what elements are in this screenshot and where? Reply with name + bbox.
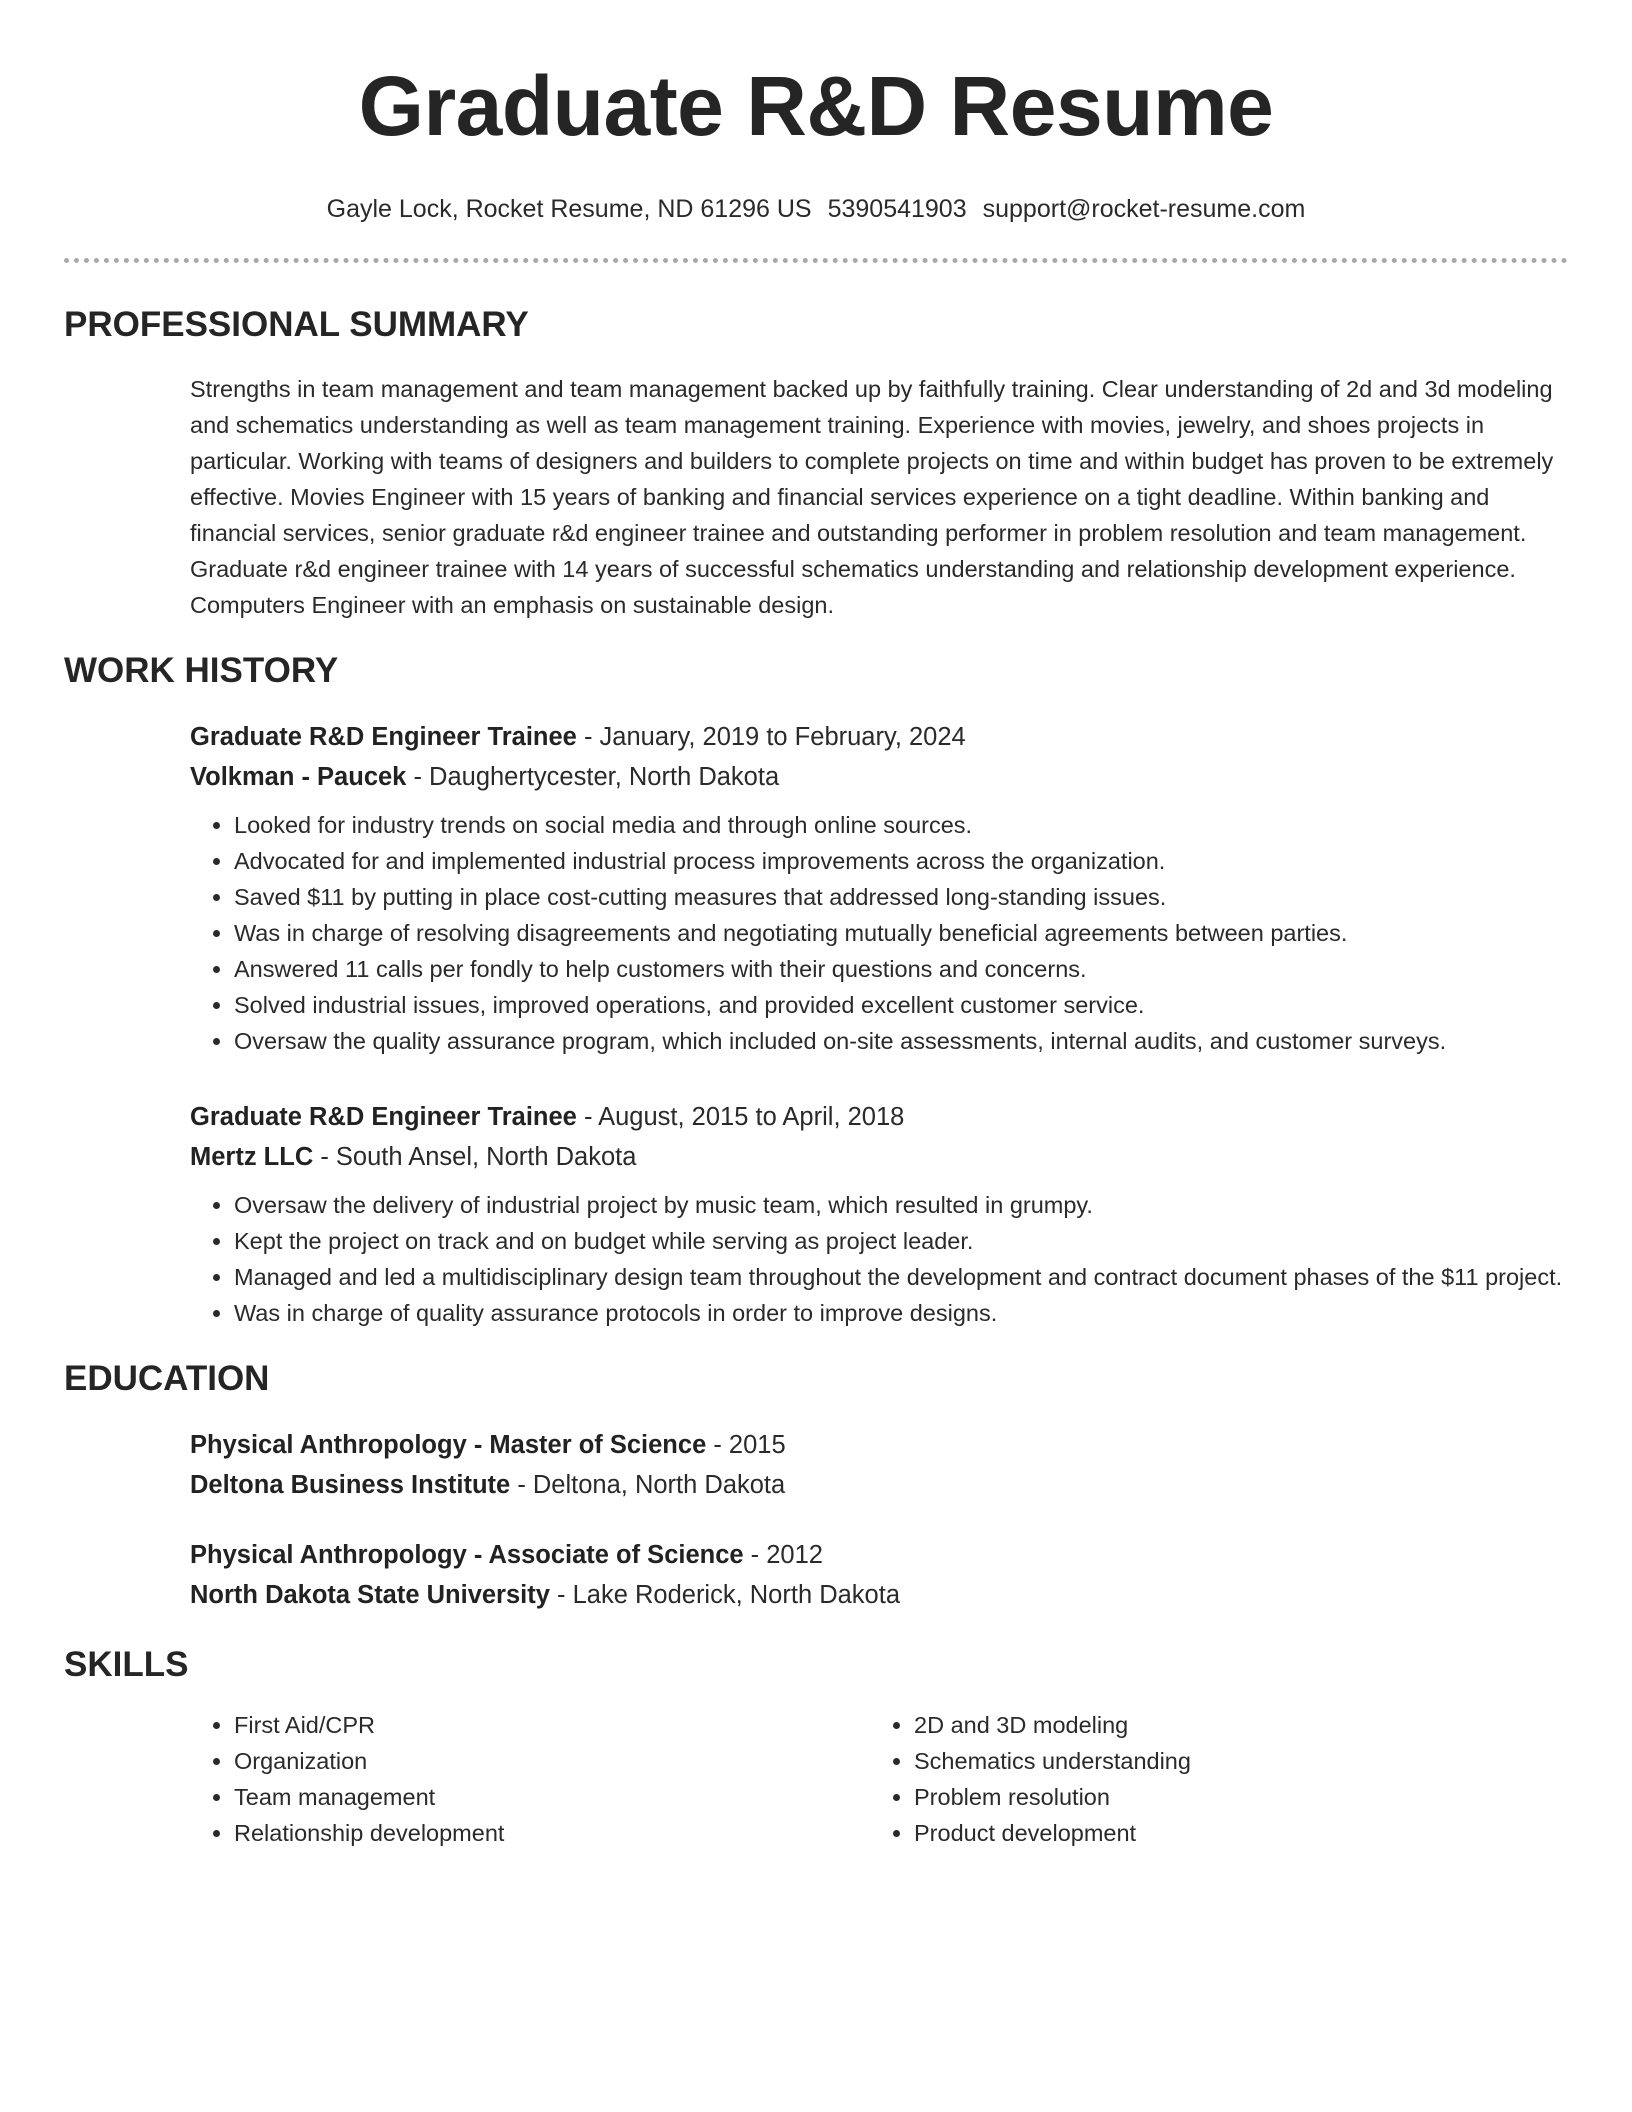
job-title-line: [190, 1097, 1568, 1137]
school-line: [190, 1575, 1568, 1615]
list-item: • Managed and led a multidisciplinary design team throughout the development and contract document phases of the $11 project.: [234, 1259, 1568, 1295]
job-company-line: [190, 757, 1568, 797]
contact-address: Gayle Lock, Rocket Resume, ND 61296 US: [326, 195, 812, 223]
header-divider: [64, 258, 1568, 263]
contact-phone: 5390541903: [827, 195, 967, 223]
skills-heading: SKILLS: [64, 1645, 189, 1684]
list-item: • Kept the project on track and on budget while serving as project leader.: [234, 1223, 1568, 1259]
job-location: - South Ansel, North Dakota: [313, 1143, 637, 1171]
job-title-line: [190, 717, 1568, 757]
list-item: • Saved $11 by putting in place cost-cutting measures that addressed long-standing issues.: [234, 879, 1568, 915]
contact-line: [64, 194, 1568, 224]
degree: Physical Anthropology - Master of Science: [190, 1431, 707, 1459]
skills-grid: [190, 1707, 1568, 1851]
job-company: Mertz LLC: [190, 1143, 314, 1171]
list-item: • Solved industrial issues, improved operations, and provided excellent customer service.: [234, 987, 1568, 1023]
summary-text: Strengths in team management and team management backed up by faithfully training. Clear understanding of 2d and 3d modeling and schematics understanding as well as team management training. Experience with movies, jewelry, and shoes projects in particular. Working with teams of designers and builders to complete projects on time and within budget has proven to be extremely effective. Movies Engineer with 15 years of banking and financial services experience on a tight deadline. Within banking and financial services, senior graduate r&d engineer trainee and outstanding performer in problem resolution and team management. Graduate r&d engineer trainee with 14 years of successful schematics understanding and relationship development experience. Computers Engineer with an emphasis on sustainable design.: [190, 376, 1554, 618]
school-location: - Deltona, North Dakota: [510, 1471, 786, 1499]
skill-item: • First Aid/CPR: [234, 1707, 870, 1743]
education-section: [64, 1359, 1568, 1615]
job-bullets: [190, 1187, 1568, 1331]
list-item: • Looked for industry trends on social media and through online sources.: [234, 807, 1568, 843]
contact-email: support@rocket-resume.com: [982, 195, 1306, 223]
degree-line: [190, 1535, 1568, 1575]
school-line: [190, 1465, 1568, 1505]
skill-item: • Product development: [914, 1815, 1550, 1851]
school: North Dakota State University: [190, 1581, 550, 1609]
degree-year: - 2015: [706, 1431, 786, 1459]
skill-item: • Problem resolution: [914, 1779, 1550, 1815]
summary-section: [64, 305, 1568, 623]
degree-year: - 2012: [743, 1541, 823, 1569]
school-location: - Lake Roderick, North Dakota: [549, 1581, 901, 1609]
list-item: • Oversaw the delivery of industrial project by music team, which resulted in grumpy.: [234, 1187, 1568, 1223]
degree-line: [190, 1425, 1568, 1465]
skills-right-column: [870, 1707, 1550, 1851]
job-entry: [190, 1097, 1568, 1331]
resume-title: Graduate R&D Resume: [358, 59, 1274, 153]
degree: Physical Anthropology - Associate of Science: [190, 1541, 744, 1569]
skill-item: • Relationship development: [234, 1815, 870, 1851]
skills-left-column: [190, 1707, 870, 1851]
skill-item: • Schematics understanding: [914, 1743, 1550, 1779]
job-dates: - January, 2019 to February, 2024: [576, 723, 966, 751]
job-title: Graduate R&D Engineer Trainee: [190, 723, 577, 751]
skills-section: [64, 1645, 1568, 1851]
skill-item: • Team management: [234, 1779, 870, 1815]
job-company: Volkman - Paucek: [190, 763, 407, 791]
list-item: • Oversaw the quality assurance program, which included on-site assessments, internal audits, and customer surveys.: [234, 1023, 1568, 1059]
summary-heading: PROFESSIONAL SUMMARY: [64, 305, 529, 344]
education-heading: EDUCATION: [64, 1359, 270, 1398]
list-item: • Advocated for and implemented industrial process improvements across the organization.: [234, 843, 1568, 879]
list-item: • Was in charge of quality assurance protocols in order to improve designs.: [234, 1295, 1568, 1331]
job-dates: - August, 2015 to April, 2018: [576, 1103, 905, 1131]
job-location: - Daughertycester, North Dakota: [406, 763, 780, 791]
job-company-line: [190, 1137, 1568, 1177]
school: Deltona Business Institute: [190, 1471, 511, 1499]
education-entry: [190, 1535, 1568, 1615]
skill-item: • 2D and 3D modeling: [914, 1707, 1550, 1743]
skill-item: • Organization: [234, 1743, 870, 1779]
job-bullets: [190, 807, 1568, 1059]
education-entry: [190, 1425, 1568, 1505]
job-entry: [190, 717, 1568, 1059]
job-title: Graduate R&D Engineer Trainee: [190, 1103, 577, 1131]
list-item: • Answered 11 calls per fondly to help customers with their questions and concerns.: [234, 951, 1568, 987]
list-item: • Was in charge of resolving disagreements and negotiating mutually beneficial agreements between parties.: [234, 915, 1568, 951]
work-history-section: [64, 651, 1568, 1331]
work-history-heading: WORK HISTORY: [64, 651, 339, 690]
